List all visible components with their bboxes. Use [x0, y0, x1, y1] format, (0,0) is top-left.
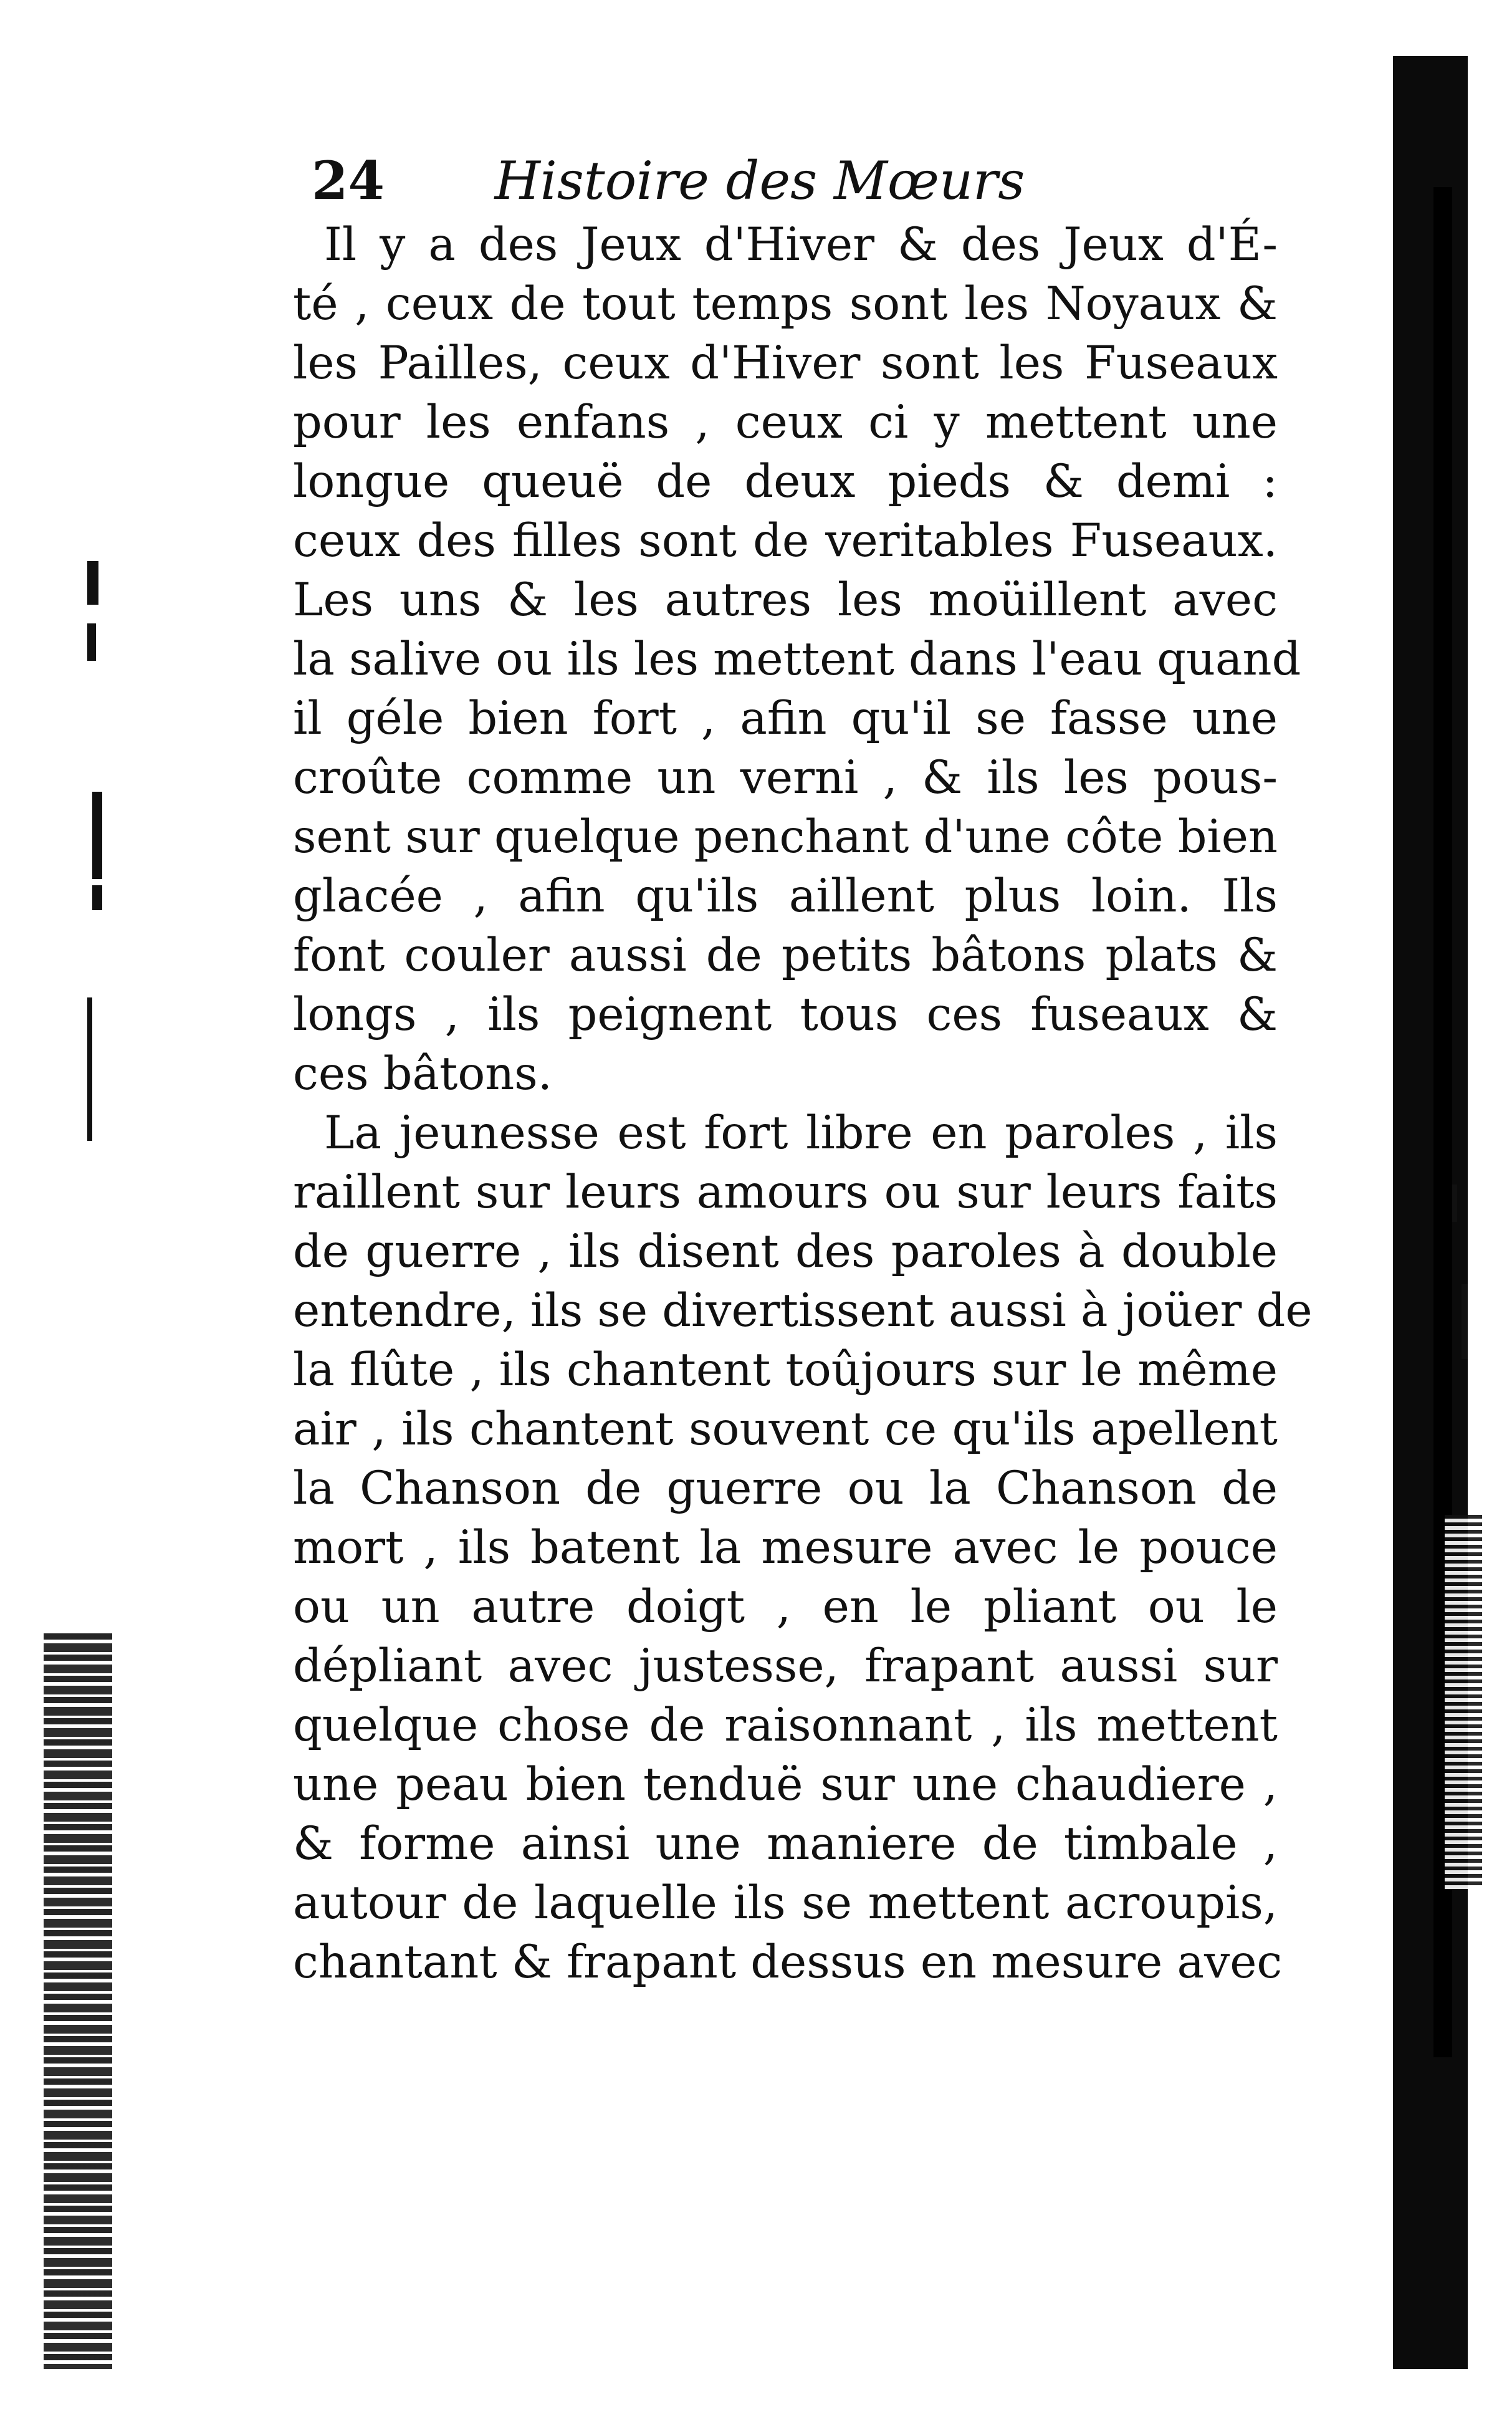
- text-line: ou un autre doigt , en le pliant ou le: [293, 1580, 1278, 1633]
- right-edge-bleed: [1445, 1515, 1482, 1889]
- text-line: glacée , afin qu'ils aillent plus loin. Ils: [293, 870, 1278, 923]
- text-line: longue queuë de deux pieds & demi :: [293, 455, 1278, 508]
- text-line: sent sur quelque penchant d'une côte bien: [293, 810, 1278, 863]
- text-line: longs , ils peignent tous ces fuseaux &: [293, 988, 1278, 1041]
- body-text: [293, 215, 1313, 1992]
- text-line: autour de laquelle ils se mettent acroupis,: [293, 1876, 1278, 1929]
- text-line: il géle bien fort , afin qu'il se fasse une: [293, 692, 1278, 745]
- right-edge-mark: [1452, 1184, 1457, 1222]
- text-line: air , ils chantent souvent ce qu'ils apellent: [293, 1403, 1278, 1456]
- text-line: ces bâtons.: [293, 1047, 552, 1100]
- left-edge-mark: [87, 561, 98, 605]
- left-edge-mark: [87, 997, 92, 1141]
- text-line: raillent sur leurs amours ou sur leurs faits: [293, 1166, 1278, 1219]
- page-number: 24: [312, 150, 385, 211]
- text-line: la flûte , ils chantent toûjours sur le même: [293, 1343, 1278, 1396]
- left-edge-mark: [92, 885, 102, 910]
- text-line: quelque chose de raisonnant , ils mettent: [293, 1699, 1278, 1752]
- text-line: Les uns & les autres les moüillent avec: [293, 574, 1278, 627]
- text-line: font couler aussi de petits bâtons plats &: [293, 929, 1278, 982]
- text-line: chantant & frapant dessus en mesure avec: [293, 1936, 1283, 1989]
- text-line: de guerre , ils disent des paroles à double: [293, 1225, 1278, 1278]
- text-line: ceux des filles sont de veritables Fuseaux.: [293, 514, 1278, 567]
- text-line: entendre, ils se divertissent aussi à joüer de: [293, 1284, 1313, 1337]
- left-edge-bleed: [44, 1633, 112, 2369]
- text-line: la salive ou ils les mettent dans l'eau quand: [293, 633, 1301, 686]
- text-line: la Chanson de guerre ou la Chanson de: [293, 1462, 1278, 1515]
- text-line: croûte comme un verni , & ils les pous-: [293, 751, 1278, 804]
- left-edge-mark: [92, 792, 102, 879]
- running-title: Histoire des Mœurs: [494, 150, 1025, 211]
- text-line: les Pailles, ceux d'Hiver sont les Fuseaux: [293, 337, 1278, 390]
- text-line: & forme ainsi une maniere de timbale ,: [293, 1817, 1278, 1870]
- text-line: mort , ils batent la mesure avec le pouce: [293, 1521, 1278, 1574]
- page-header: [312, 147, 1371, 215]
- text-line: Il y a des Jeux d'Hiver & des Jeux d'É-: [324, 218, 1278, 271]
- text-line: té , ceux de tout temps sont les Noyaux &: [293, 277, 1278, 330]
- right-edge-mark: [1462, 1284, 1468, 1359]
- left-edge-mark: [87, 623, 96, 661]
- text-line: pour les enfans , ceux ci y mettent une: [293, 396, 1278, 449]
- text-line: dépliant avec justesse, frapant aussi sur: [293, 1640, 1278, 1693]
- text-line: une peau bien tenduë sur une chaudiere ,: [293, 1758, 1278, 1811]
- text-line: La jeunesse est fort libre en paroles , ils: [324, 1107, 1278, 1160]
